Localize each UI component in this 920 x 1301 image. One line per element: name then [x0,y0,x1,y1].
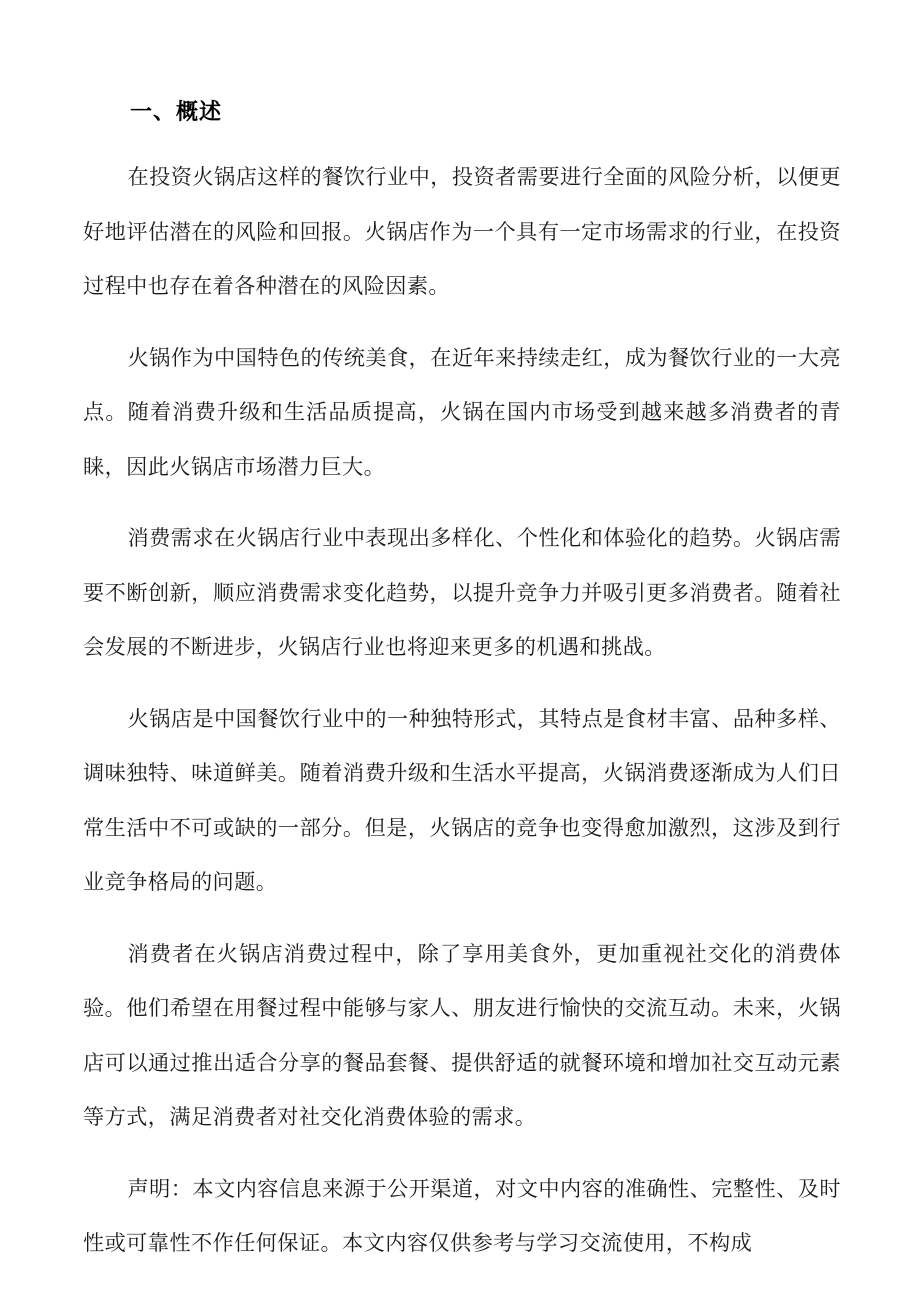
paragraph-industry-competition: 火锅店是中国餐饮行业中的一种独特形式，其特点是食材丰富、品种多样、调味独特、味道鲜美。随着消费升级和生活水平提高，火锅消费逐渐成为人们日常生活中不可或缺的一部分。但是，火锅店的竞争也变得愈加激烈，这涉及到行业竞争格局的问题。 [83,705,841,894]
paragraph-social-dining-experience: 消费者在火锅店消费过程中，除了享用美食外，更加重视社交化的消费体验。他们希望在用餐过程中能够与家人、朋友进行愉快的交流互动。未来，火锅店可以通过推出适合分享的餐品套餐、提供舒适的就餐环境和增加社交互动元素等方式，满足消费者对社交化消费体验的需求。 [83,940,841,1129]
paragraph-hotpot-popularity: 火锅作为中国特色的传统美食，在近年来持续走红，成为餐饮行业的一大亮点。随着消费升级和生活品质提高，火锅在国内市场受到越来越多消费者的青睐，因此火锅店市场潜力巨大。 [83,344,841,479]
paragraph-investment-risk: 在投资火锅店这样的餐饮行业中，投资者需要进行全面的风险分析，以便更好地评估潜在的风险和回报。火锅店作为一个具有一定市场需求的行业，在投资过程中也存在着各种潜在的风险因素。 [83,164,841,298]
paragraph-disclaimer: 声明：本文内容信息来源于公开渠道，对文中内容的准确性、完整性、及时性或可靠性不作任何保证。本文内容仅供参考与学习交流使用，不构成 [83,1175,841,1255]
document-body [83,150,841,1288]
paragraph-consumer-demand-trends: 消费需求在火锅店行业中表现出多样化、个性化和体验化的趋势。火锅店需要不断创新，顺应消费需求变化趋势，以提升竞争力并吸引更多消费者。随着社会发展的不断进步，火锅店行业也将迎来更多的机遇和挑战。 [83,525,841,659]
section-heading: 一、概述 [130,100,223,125]
